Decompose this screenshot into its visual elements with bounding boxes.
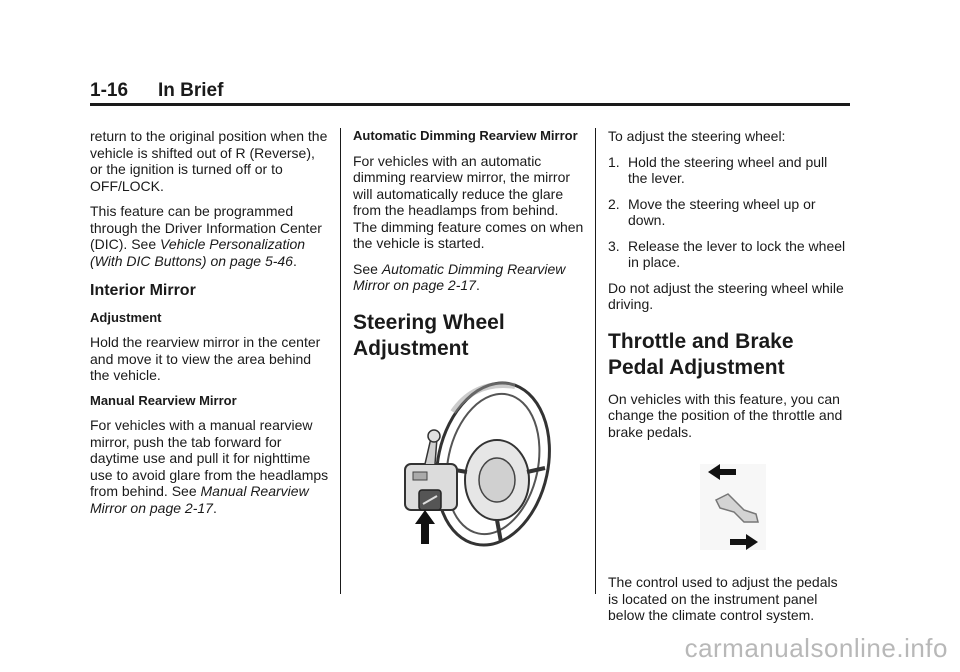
- paragraph-control-location: The control used to adjust the pedals is located on the instrument panel below the climate control system.: [608, 574, 838, 623]
- page-number: 1-16: [90, 80, 129, 101]
- subheading-manual-mirror: Manual Rearview Mirror: [90, 392, 237, 408]
- punctuation: .: [212, 499, 217, 516]
- step-number: 3.: [608, 237, 620, 254]
- cross-reference-link[interactable]: Manual Rearview Mirror on page 2-17: [90, 483, 309, 516]
- section-title: In Brief: [158, 80, 224, 101]
- punctuation: .: [292, 252, 297, 269]
- paragraph-see-auto: [353, 261, 585, 294]
- paragraph-warning: Do not adjust the steering wheel while driving.: [608, 279, 844, 312]
- text: For vehicles with a manual rearview mirror, push the tab forward for daytime use and pull it for nighttime use to avoid glare from the headlamps from behind. See: [90, 417, 329, 499]
- list-item: [608, 154, 848, 187]
- paragraph-feature: On vehicles with this feature, you can change the position of the throttle and brake pedals.: [608, 390, 843, 440]
- text: See: [353, 260, 382, 277]
- punctuation: .: [475, 277, 480, 293]
- paragraph-adjust-intro: To adjust the steering wheel:: [608, 128, 786, 144]
- paragraph-programmed: [90, 203, 330, 269]
- paragraph-hold-mirror: Hold the rearview mirror in the center and move it to view the area behind the vehicle.: [90, 334, 321, 383]
- subheading-auto-dimming: Automatic Dimming Rearview Mirror: [353, 128, 578, 143]
- pedal-adjust-switch-illustration: [700, 464, 766, 550]
- paragraph-return-position: return to the original position when the vehicle is shifted out of R (Reverse), or the ignition is turned off or to OFF/LOCK.: [90, 128, 328, 194]
- steering-wheel-illustration: [385, 372, 555, 550]
- watermark: carmanualsonline.info: [684, 633, 948, 663]
- text: This feature can be programmed through the Driver Information Center (DIC). See: [90, 203, 322, 252]
- subheading-adjustment: Adjustment: [90, 309, 162, 325]
- paragraph-auto-dimming: For vehicles with an automatic dimming rearview mirror, the mirror will automatically reduce the glare from the headlamps from behind. The dimming feature comes on when the vehicle is started.: [353, 152, 584, 251]
- column-2: [353, 128, 585, 550]
- column-divider-right: [595, 128, 596, 594]
- step-text: Hold the steering wheel and pull the lever.: [628, 153, 828, 186]
- header-rule: [90, 103, 850, 106]
- step-number: 1.: [608, 153, 620, 170]
- column-1: [90, 128, 330, 525]
- column-3: [608, 128, 848, 633]
- heading-steering-wheel: Steering Wheel Adjustment: [353, 310, 505, 360]
- list-item: [608, 238, 848, 271]
- cross-reference-link[interactable]: Vehicle Personalization (With DIC Buttons) on page 5-46: [90, 236, 306, 269]
- heading-interior-mirror: Interior Mirror: [90, 282, 196, 299]
- list-item: [608, 196, 848, 229]
- paragraph-manual-mirror: [90, 417, 330, 516]
- cross-reference-link[interactable]: Automatic Dimming Rearview Mirror on page 2-17: [353, 260, 566, 293]
- step-number: 2.: [608, 195, 620, 212]
- step-text: Release the lever to lock the wheel in place.: [628, 237, 846, 270]
- heading-throttle-brake: Throttle and Brake Pedal Adjustment: [608, 329, 794, 379]
- step-text: Move the steering wheel up or down.: [628, 195, 816, 228]
- column-divider-left: [340, 128, 341, 594]
- steps-list: [608, 154, 848, 271]
